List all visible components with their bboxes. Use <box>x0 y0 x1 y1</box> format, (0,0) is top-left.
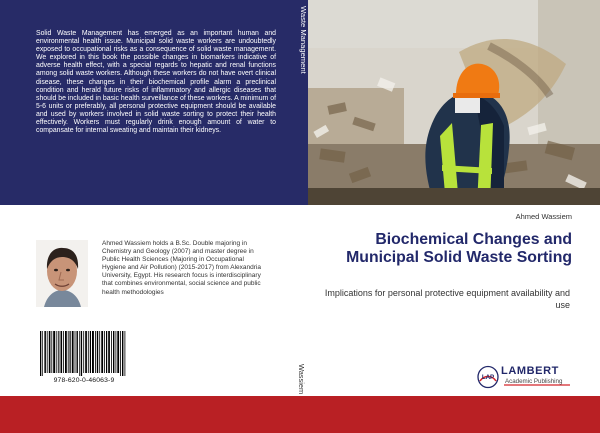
spine-author: Wassiem <box>297 364 306 395</box>
book-title: Biochemical Changes and Municipal Solid Waste Sorting <box>346 231 572 266</box>
book-subtitle: Implications for personal protective equipment availability and use <box>324 288 570 310</box>
isbn-number: 978-620-0-46063-9 <box>53 377 115 384</box>
publisher-logo-mark: LAP <box>481 374 495 381</box>
publisher-subtitle: Academic Publishing <box>505 378 563 385</box>
spine-title: Waste Management <box>299 6 308 74</box>
author-headshot <box>36 240 88 307</box>
author-bio: Ahmed Wassiem holds a B.Sc. Double majoring in Chemistry and Geology (2007) and master degree in Public Health Sciences (Majoring in Occupational Hygiene and Air Pollution) (2015-2017) from Alexandria University, Egypt. His research focus is interdisciplinary that combines environmental, social science and public health methodologies <box>102 240 261 296</box>
red-bottom-band <box>0 396 600 433</box>
waste-sorting-worker-image <box>308 0 600 205</box>
cover-photo <box>308 0 600 205</box>
back-cover-blurb: Solid Waste Management has emerged as an important human and environmental health issue. Municipal solid waste workers are undoubtedly exposed to occupational risks as a consequence of solid waste management. We explored in this book the possible changes in biomarkers indicative of adverse health effect, with a special regards to hepatic and renal functions among solid waste workers. Although these workers do not have overt clinical disease, these changes in their biochemical profile alarm a preclinical condition and herald future risks of inflammatory and allergic diseases that should be included in basic health surveillance of these workers. A minimum of 5-6 units or preferably, all personal protective equipment should be available and used by workers involved in solid waste sorting to protect their health effectively. Workers must regularly drink enough amount of water to compansate for internal sweating and maintain their kidneys. <box>36 30 276 135</box>
front-author: Ahmed Wassiem <box>515 212 572 221</box>
barcode <box>40 331 126 381</box>
author-face-image <box>36 240 88 307</box>
publisher-name: LAMBERT <box>501 365 559 377</box>
